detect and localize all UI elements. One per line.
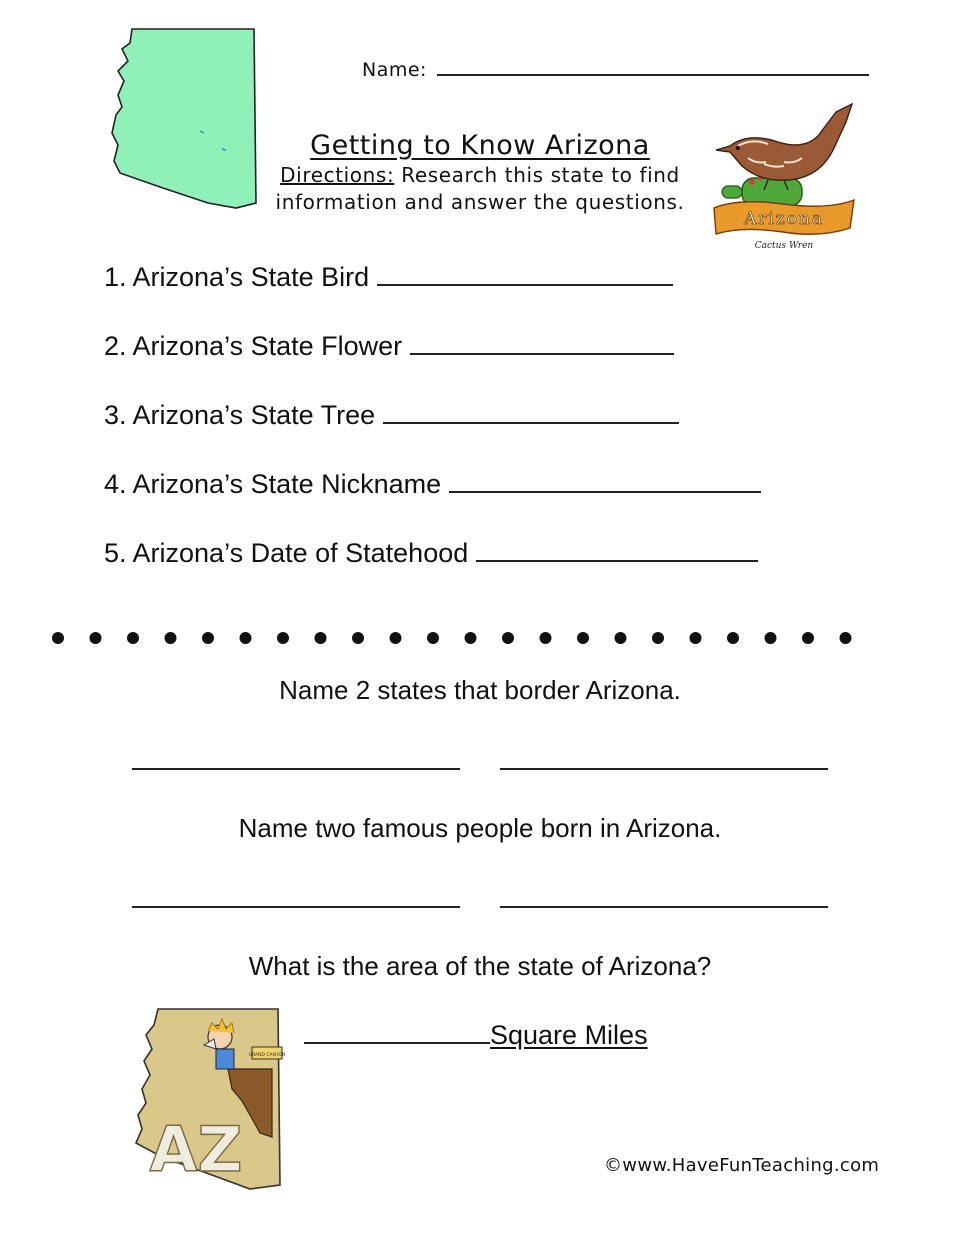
question-row[interactable]	[104, 331, 674, 362]
divider-dot	[652, 632, 664, 644]
divider-dot	[90, 632, 102, 644]
divider-dot	[427, 632, 439, 644]
divider-dot	[465, 632, 477, 644]
divider-dot	[765, 632, 777, 644]
question-row[interactable]	[104, 400, 679, 431]
divider-dot	[840, 632, 852, 644]
question-row[interactable]	[104, 262, 673, 293]
question-text: 4. Arizona’s State Nickname	[104, 469, 442, 499]
divider-dot	[240, 632, 252, 644]
answer-blank[interactable]	[449, 471, 761, 493]
cactus-wren-badge-icon	[708, 100, 858, 252]
divider-dot	[390, 632, 402, 644]
question-row[interactable]	[104, 538, 758, 569]
question-text: 2. Arizona’s State Flower	[104, 331, 403, 361]
divider-dot	[277, 632, 289, 644]
divider-dot	[502, 632, 514, 644]
divider-dot	[202, 632, 214, 644]
famous-person-blank-2[interactable]	[500, 906, 828, 908]
area-blank[interactable]	[304, 1022, 490, 1044]
divider-dot	[127, 632, 139, 644]
divider-dot	[315, 632, 327, 644]
directions-label: Directions:	[280, 163, 395, 187]
answer-blank[interactable]	[476, 540, 758, 562]
border-states-prompt: Name 2 states that border Arizona.	[279, 675, 681, 705]
question-text: 5. Arizona’s Date of Statehood	[104, 538, 469, 568]
divider-dot	[727, 632, 739, 644]
area-answer-line[interactable]	[304, 1020, 648, 1051]
question-row[interactable]	[104, 469, 761, 500]
border-state-blank-2[interactable]	[500, 768, 828, 770]
area-prompt: What is the area of the state of Arizona?	[248, 951, 712, 981]
divider-dot	[165, 632, 177, 644]
clipart-sign-text: GRAND CANYON	[248, 1053, 286, 1058]
name-label: Name:	[362, 59, 427, 81]
divider-dot	[690, 632, 702, 644]
divider-dot	[352, 632, 364, 644]
badge-bird-text: Cactus Wren	[754, 241, 814, 251]
dotted-divider	[48, 628, 868, 648]
divider-dot	[802, 632, 814, 644]
badge-state-text: Arizona	[743, 209, 825, 229]
directions-line1: Research this state to find	[394, 163, 680, 187]
answer-blank[interactable]	[410, 333, 674, 355]
page-title-text: Getting to Know Arizona	[310, 130, 650, 161]
question-text: 3. Arizona’s State Tree	[104, 400, 376, 430]
famous-person-blank-1[interactable]	[132, 906, 460, 908]
directions-line2: information and answer the questions.	[275, 190, 685, 214]
area-unit-label: Square Miles	[490, 1020, 648, 1050]
arizona-clipart-icon	[132, 1005, 292, 1195]
answer-blank[interactable]	[377, 264, 673, 286]
clipart-letters: AZ	[149, 1113, 243, 1186]
divider-dot	[615, 632, 627, 644]
question-text: 1. Arizona’s State Bird	[104, 262, 370, 292]
answer-blank[interactable]	[383, 402, 679, 424]
divider-dot	[577, 632, 589, 644]
name-blank[interactable]	[437, 58, 869, 76]
copyright-text: ©www.HaveFunTeaching.com	[604, 1155, 880, 1176]
divider-dot	[52, 632, 64, 644]
name-field-line[interactable]	[362, 58, 869, 81]
famous-people-prompt: Name two famous people born in Arizona.	[238, 813, 722, 843]
divider-dot	[540, 632, 552, 644]
border-state-blank-1[interactable]	[132, 768, 460, 770]
